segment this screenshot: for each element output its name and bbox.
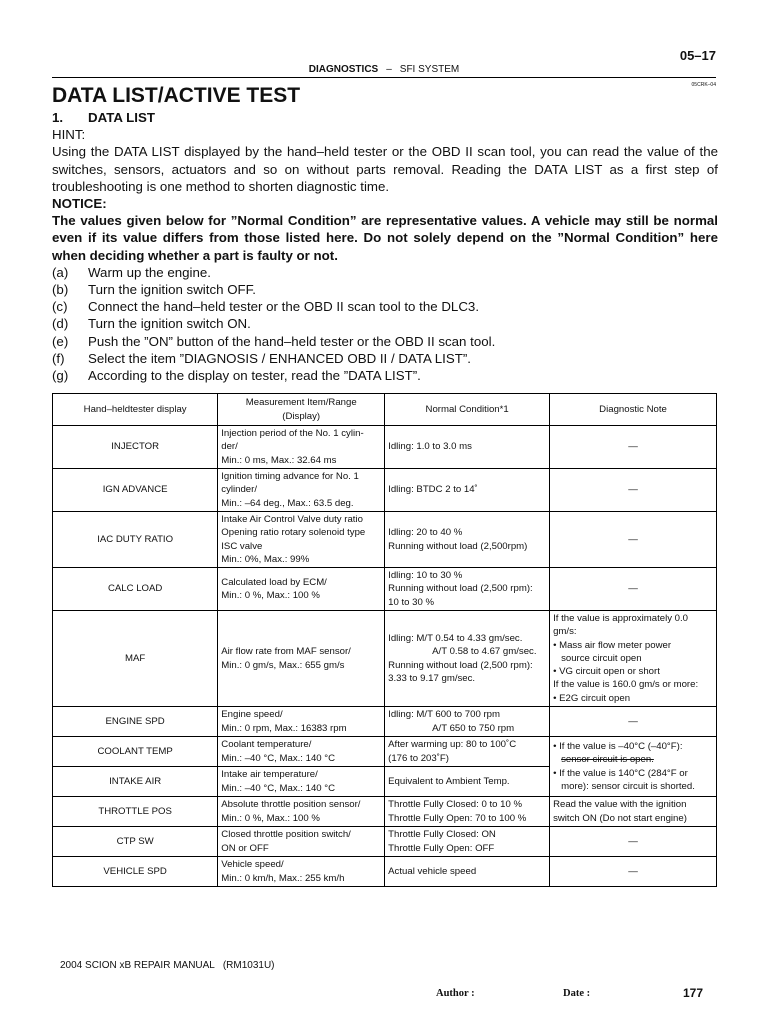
table-row [53,611,717,707]
step-label: (c) [52,299,68,315]
step-item [52,315,718,332]
note-cell: If the value is approximately 0.0 gm/s: • Mass air flow meter power source circuit open • VG circuit open or short If the value is 160.0 gm/s or more: • E2G circuit open [550,611,717,707]
date-label: Date : [563,988,591,999]
measurement-cell: Injection period of the No. 1 cylin- der/ Min.: 0 ms, Max.: 32.64 ms [218,426,385,469]
measurement-cell: Vehicle speed/ Min.: 0 km/h, Max.: 255 km/h [218,857,385,887]
step-item [52,333,718,350]
notice-label: NOTICE: [52,196,107,212]
hint-label: HINT: [52,127,86,143]
section-name: DIAGNOSTICS [308,64,379,75]
subsection-label: DATA LIST [88,110,155,125]
display-cell: CTP SW [53,827,218,857]
page-title: DATA LIST/ACTIVE TEST [52,84,301,107]
measurement-cell: Calculated load by ECM/ Min.: 0 %, Max.: 100 % [218,568,385,611]
footer-page-number: 177 [683,986,704,1000]
measurement-cell: Absolute throttle position sensor/ Min.: 0 %, Max.: 100 % [218,797,385,827]
table-row [53,827,717,857]
normal-cell: Idling: 10 to 30 % Running without load (2,500 rpm): 10 to 30 % [385,568,550,611]
table-row [53,426,717,469]
note-cell: — [550,857,717,887]
manual-title: 2004 SCION xB REPAIR MANUAL (RM1031U) [60,960,275,971]
normal-cell: Throttle Fully Closed: ON Throttle Fully Open: OFF [385,827,550,857]
normal-cell: Idling: BTDC 2 to 14˚ [385,469,550,512]
step-text: Turn the ignition switch ON. [88,316,251,332]
table-row [53,469,717,512]
measurement-cell: Air flow rate from MAF sensor/ Min.: 0 gm/s, Max.: 655 gm/s [218,611,385,707]
step-label: (d) [52,316,69,332]
note-cell: — [550,707,717,737]
page-number: 05–17 [679,48,716,63]
display-cell: IAC DUTY RATIO [53,512,218,568]
step-item [52,367,718,384]
normal-cell: After warming up: 80 to 100˚C (176 to 203˚F) [385,737,550,767]
measurement-cell: Coolant temperature/ Min.: –40 °C, Max.: 140 °C [218,737,385,767]
step-item [52,281,718,298]
step-label: (f) [52,350,65,366]
author-label: Author : [436,988,475,999]
step-text: Warm up the engine. [88,264,211,280]
note-cell: — [550,426,717,469]
header-display: Hand–heldtester display [53,394,218,426]
body-text [52,109,718,384]
table-row [53,857,717,887]
header-rule [52,77,716,78]
subsection-number: 1. [52,110,64,125]
procedure-steps [52,264,718,384]
table-row [53,797,717,827]
measurement-cell: Ignition timing advance for No. 1 cylinder/ Min.: –64 deg., Max.: 63.5 deg. [218,469,385,512]
normal-cell: Idling: 1.0 to 3.0 ms [385,426,550,469]
note-cell: Read the value with the ignition switch ON (Do not start engine) [550,797,717,827]
note-cell: — [550,568,717,611]
normal-cell: Idling: M/T 0.54 to 4.33 gm/sec. A/T 0.58 to 4.67 gm/sec. Running without load (2,500 rpm): 3.33 to 9.17 gm/sec. [385,611,550,707]
step-label: (a) [52,264,69,280]
section-header [52,64,716,75]
measurement-cell: Intake air temperature/ Min.: –40 °C, Max.: 140 °C [218,767,385,797]
measurement-cell: Closed throttle position switch/ ON or OFF [218,827,385,857]
header-diagnostic-note: Diagnostic Note [550,394,717,426]
display-cell: COOLANT TEMP [53,737,218,767]
display-cell: MAF [53,611,218,707]
table-row [53,512,717,568]
header-normal-condition: Normal Condition*1 [385,394,550,426]
step-text: Connect the hand–held tester or the OBD II scan tool to the DLC3. [88,299,480,315]
normal-cell: Idling: 20 to 40 % Running without load (2,500rpm) [385,512,550,568]
step-label: (b) [52,282,69,298]
display-cell: VEHICLE SPD [53,857,218,887]
step-text: Turn the ignition switch OFF. [88,282,256,298]
measurement-cell: Intake Air Control Valve duty ratio Opening ratio rotary solenoid type ISC valve Min.: 0%, Max.: 99% [218,512,385,568]
step-label: (g) [52,368,69,384]
step-item [52,264,718,281]
note-cell: — [550,827,717,857]
document-code: 05CRK–04 [691,82,716,88]
step-text: Push the ”ON” button of the hand–held tester or the OBD II scan tool. [88,333,496,349]
step-text: Select the item ”DIAGNOSIS / ENHANCED OBD II / DATA LIST”. [88,350,471,366]
normal-cell: Idling: M/T 600 to 700 rpm A/T 650 to 750 rpm [385,707,550,737]
note-cell: • If the value is –40°C (–40°F): sensor circuit is open. • If the value is 140°C (284°F or more): sensor circuit is shorted. [550,737,717,797]
normal-cell: Actual vehicle speed [385,857,550,887]
subsection-heading [52,109,718,126]
table-header-row [53,394,717,426]
table-row [53,707,717,737]
step-item [52,298,718,315]
normal-cell: Equivalent to Ambient Temp. [385,767,550,797]
step-item [52,350,718,367]
display-cell: CALC LOAD [53,568,218,611]
normal-cell: Throttle Fully Closed: 0 to 10 % Throttle Fully Open: 70 to 100 % [385,797,550,827]
header-measurement: Measurement Item/Range (Display) [218,394,385,426]
step-label: (e) [52,333,69,349]
display-cell: ENGINE SPD [53,707,218,737]
table-row [53,737,717,767]
note-cell: — [550,512,717,568]
header-separator: – [386,64,392,75]
table-row [53,568,717,611]
measurement-cell: Engine speed/ Min.: 0 rpm, Max.: 16383 rpm [218,707,385,737]
system-name: SFI SYSTEM [399,64,460,75]
notice-text: The values given below for ”Normal Condition” are representative values. A vehicle may still be normal even if its value differs from those listed here. Do not solely depend on the ”Normal Condition” here when deciding whether a part is faulty or not. [52,213,718,263]
display-cell: INTAKE AIR [53,767,218,797]
data-list-table [52,393,717,887]
note-cell: — [550,469,717,512]
step-text: According to the display on tester, read the ”DATA LIST”. [88,368,421,384]
hint-text: Using the DATA LIST displayed by the hand–held tester or the OBD II scan tool, you can read the value of the switches, sensors, actuators and so on without parts removal. Reading the DATA LIST as a first step of troubleshooting is one method to shorten diagnostic time. [52,144,718,194]
display-cell: INJECTOR [53,426,218,469]
display-cell: THROTTLE POS [53,797,218,827]
display-cell: IGN ADVANCE [53,469,218,512]
